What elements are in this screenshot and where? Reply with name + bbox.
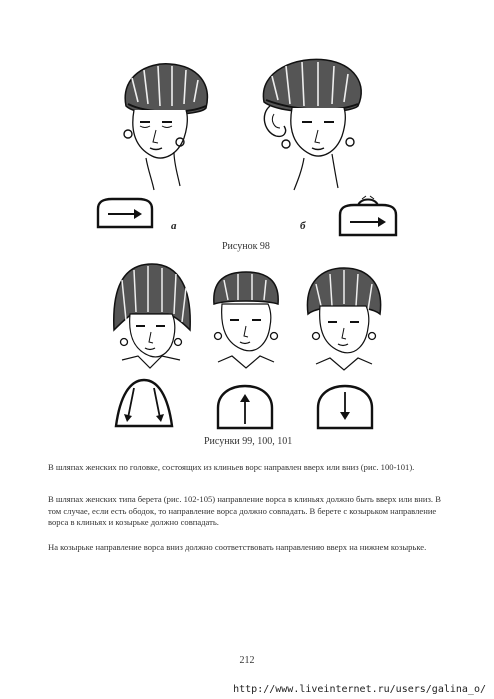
figure-99-pattern [112,378,176,428]
watermark-url[interactable]: http://www.liveinternet.ru/users/galina_o/ [233,684,486,695]
figure-98b-pattern [336,193,400,237]
page-number: 212 [239,655,255,666]
figure-98a-pattern [94,197,156,229]
paragraph-3: На козырьке направление ворса вниз должно соответствовать направлению вверх на нижнем козырьке. [48,542,427,552]
figure-100-pattern [214,384,276,430]
figure-98-caption: Рисунок 98 [222,241,270,252]
figure-101-illustration [302,264,386,372]
figure-99-illustration [108,260,194,372]
figure-98a-label: а [171,220,177,232]
figure-101-pattern [314,384,376,430]
figure-98b-label: б [300,220,306,232]
figure-100-illustration [206,270,286,370]
figure-98b-illustration [258,54,368,194]
paragraph-1: В шляпах женских по головке, состоящих из клиньев ворс направлен вверх или вниз (рис. 100-101). [48,462,415,472]
paragraph-2: В шляпах женских типа берета (рис. 102-105) направление ворса в клиньях должно быть вверх или вниз. В том случае, если есть ободок, то направление ворса должно совпадать. В берете с козырьком направление ворса в клиньях и козырьке должно совпадать. [48,494,441,527]
figure-98a-illustration [108,58,218,193]
figure-99-101-caption: Рисунки 99, 100, 101 [204,436,293,447]
